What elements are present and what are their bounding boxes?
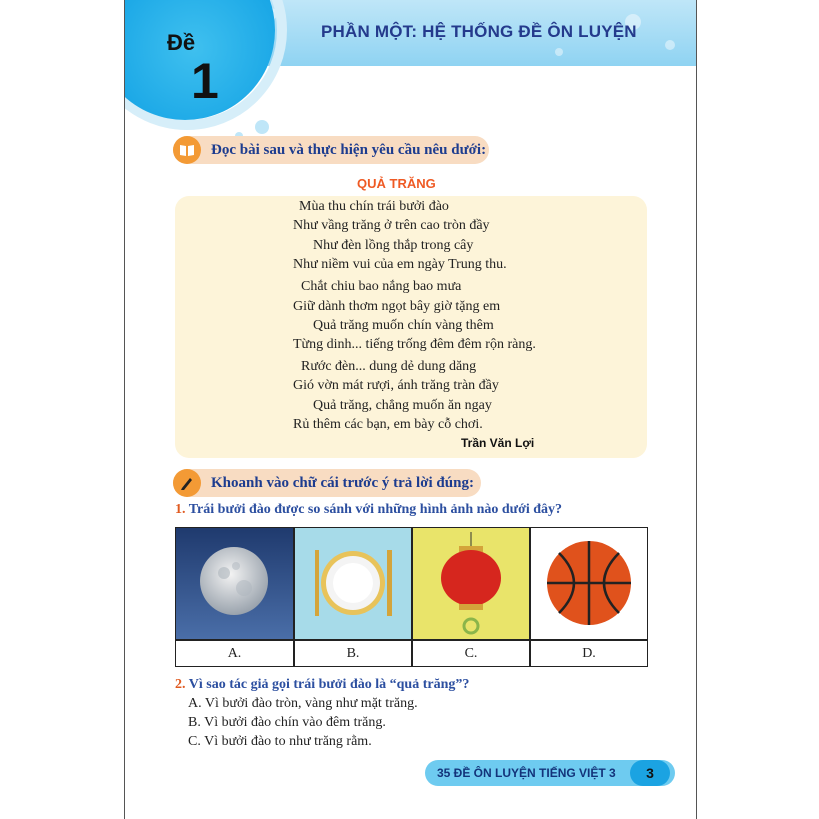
de-label: Đề — [167, 30, 196, 55]
poem-line: Như niềm vui của em ngày Trung thu. — [293, 257, 507, 272]
plate-icon — [295, 528, 411, 639]
question-number: 1. — [175, 502, 186, 517]
option-b-label: B. — [346, 646, 360, 661]
bubble-decoration — [555, 48, 563, 56]
section-instruction: Đọc bài sau và thực hiện yêu cầu nêu dưới: — [211, 141, 487, 158]
question-1 — [175, 502, 562, 518]
de-number: 1 — [191, 53, 219, 109]
option-c-label: C. — [464, 646, 478, 661]
option-a-label: A. — [227, 646, 242, 661]
section-banner-reading — [173, 136, 489, 164]
option-a-cell[interactable] — [175, 640, 294, 667]
poem-line: Rước đèn... dung dẻ dung dăng — [301, 359, 477, 374]
bubble-decoration — [665, 40, 675, 50]
poem-line: Rủ thêm các bạn, em bày cỗ chơi. — [293, 417, 483, 432]
poem-line: Mùa thu chín trái bưởi đào — [299, 199, 449, 214]
book-title: 35 ĐỀ ÔN LUYỆN TIẾNG VIỆT 3 — [437, 766, 616, 780]
question-text: Vì sao tác giả gọi trái bưởi đào là “quả trăng”? — [188, 677, 470, 692]
option-b-cell[interactable] — [294, 640, 412, 667]
poem-line: Chắt chiu bao nắng bao mưa — [301, 279, 462, 294]
option-b-image[interactable] — [294, 527, 412, 640]
option-d-image[interactable] — [530, 527, 648, 640]
question-number: 2. — [175, 677, 186, 692]
option-c-cell[interactable] — [412, 640, 530, 667]
answer-option-b[interactable]: B. Vì bưởi đào chín vào đêm trăng. — [188, 715, 386, 730]
option-d-cell[interactable] — [530, 640, 648, 667]
answer-option-c[interactable]: C. Vì bưởi đào to như trăng rằm. — [188, 734, 372, 749]
poem-title: QUẢ TRĂNG — [357, 176, 436, 191]
lantern-icon — [413, 528, 529, 639]
book-icon — [173, 136, 201, 164]
page-number: 3 — [630, 760, 670, 786]
option-c-image[interactable] — [412, 527, 530, 640]
moon-icon — [176, 528, 293, 639]
poem-line: Từng dinh... tiếng trống đêm đêm rộn ràng. — [293, 337, 536, 352]
poem-line: Giữ dành thơm ngọt bây giờ tặng em — [293, 299, 501, 314]
poem-line: Quả trăng, chẳng muốn ăn ngay — [313, 398, 492, 413]
basketball-icon — [531, 528, 647, 639]
poem-line: Như đèn lồng thắp trong cây — [313, 238, 474, 253]
bubble-decoration — [255, 120, 269, 134]
question-text: Trái bưởi đào được so sánh với những hình ảnh nào dưới đây? — [188, 502, 563, 517]
answer-option-a[interactable]: A. Vì bưởi đào tròn, vàng như mặt trăng. — [188, 696, 418, 711]
page-title: PHẦN MỘT: HỆ THỐNG ĐỀ ÔN LUYỆN — [321, 22, 637, 41]
poem-author: Trần Văn Lợi — [461, 436, 535, 450]
option-d-label: D. — [582, 646, 596, 661]
option-a-image[interactable] — [175, 527, 294, 640]
poem-line: Như vầng trăng ở trên cao tròn đầy — [293, 218, 490, 233]
section-banner-multiple-choice — [173, 469, 481, 497]
poem-line: Quả trăng muốn chín vàng thêm — [313, 318, 494, 333]
question-2 — [175, 677, 469, 693]
workbook-page — [124, 0, 697, 819]
pen-icon — [173, 469, 201, 497]
section-instruction: Khoanh vào chữ cái trước ý trả lời đúng: — [211, 474, 474, 491]
poem-line: Gió vờn mát rượi, ánh trăng tràn đầy — [293, 378, 499, 393]
